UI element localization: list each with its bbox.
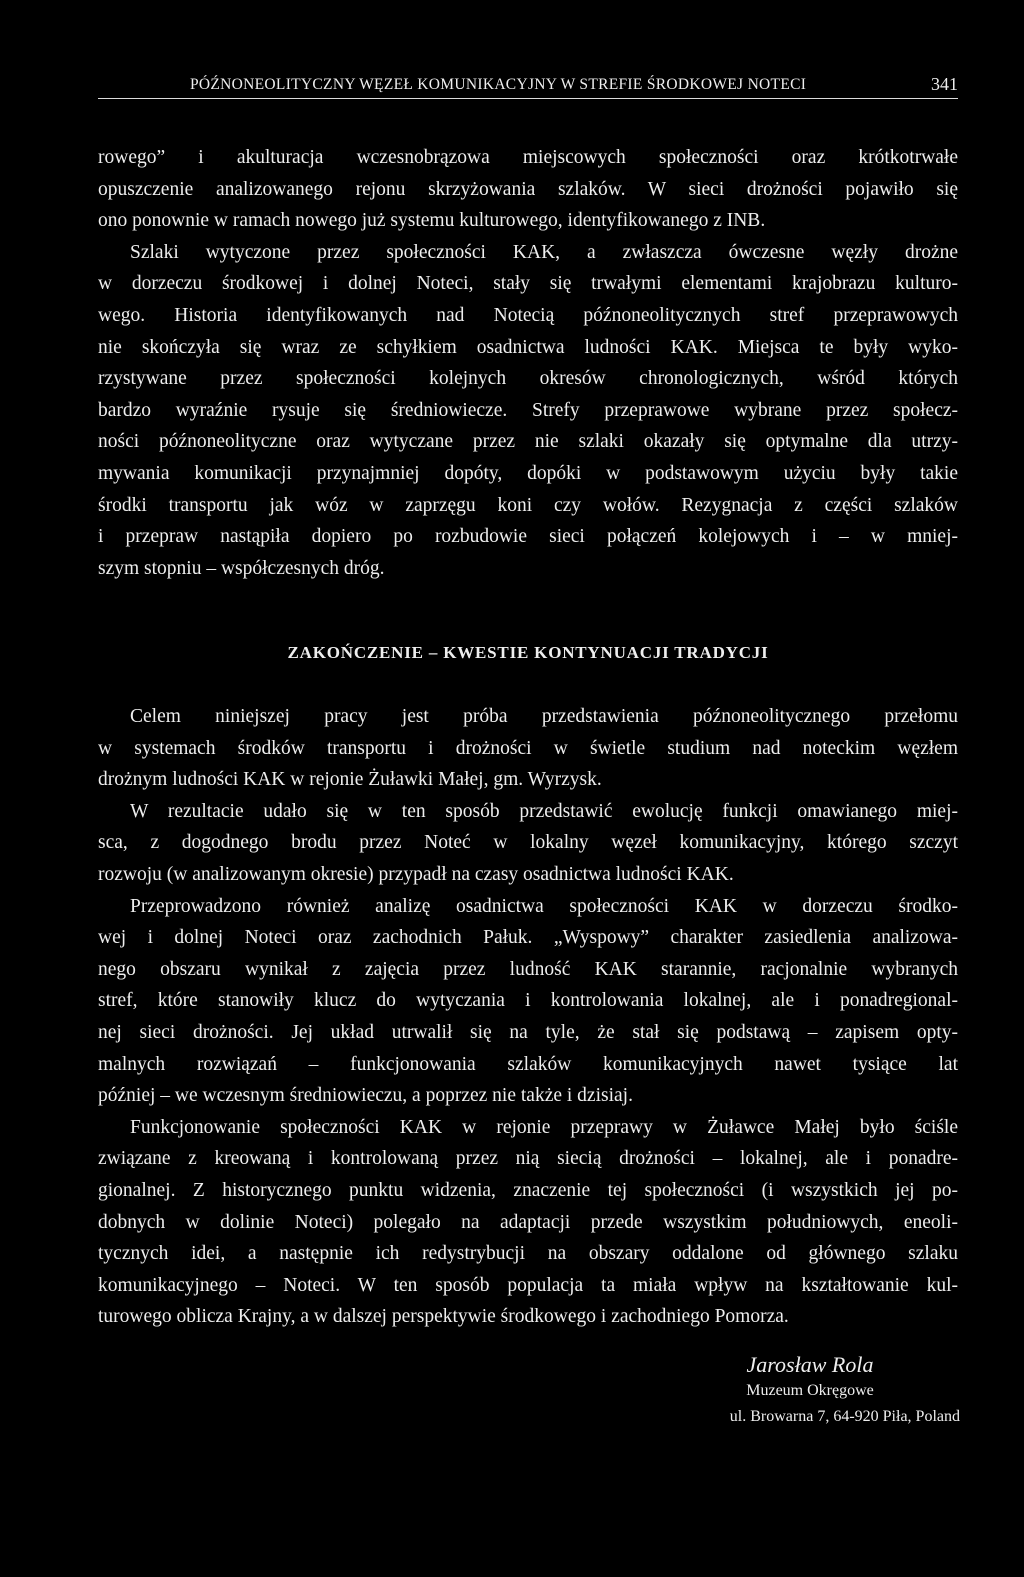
page-number: 341 [931, 74, 958, 94]
text-line: wej i dolnej Noteci oraz zachodnich Pałuk. „Wyspowy” charakter zasiedlenia analizowa- [98, 927, 958, 949]
text-line: sca, z dogodnego brodu przez Noteć w lokalny węzeł komunikacyjny, którego szczyt [98, 832, 958, 854]
text-line: wego. Historia identyfikowanych nad Notecią późnoneolitycznych stref przeprawowych [98, 304, 958, 326]
author-name: Jarosław Rola [746, 1352, 874, 1377]
text-line: związane z kreowaną i kontrolowaną przez nią siecią drożności – lokalnej, ale i ponadre- [98, 1148, 958, 1170]
text-line: Celem niniejszej pracy jest próba przedstawienia późnoneolitycznego przełomu [130, 706, 958, 727]
text-line: w systemach środków transportu i drożności w świetle studium nad noteckim węzłem [98, 737, 958, 759]
text-line: drożnym ludności KAK w rejonie Żuławki Małej, gm. Wyrzysk. [98, 769, 602, 791]
text-line: turowego oblicza Krajny, a w dalszej perspektywie środkowego i zachodniego Pomorza. [98, 1306, 789, 1328]
text-line: szym stopniu – współczesnych dróg. [98, 557, 385, 579]
author-signature [660, 1352, 960, 1426]
text-line: komunikacyjnego – Noteci. W ten sposób populacja ta miała wpływ na kształtowanie kul- [98, 1274, 958, 1296]
text-line: później – we wczesnym średniowieczu, a poprzez nie także i dzisiaj. [98, 1085, 633, 1107]
text-line: nej sieci drożności. Jej układ utrwalił się na tyle, że stał się podstawą – zapisem opty- [98, 1021, 958, 1043]
text-line: W rezultacie udało się w ten sposób przedstawić ewolucję funkcji omawianego miej- [130, 800, 958, 822]
text-line: tycznych idei, a następnie ich redystrybucji na obszary oddalone od głównego szlaku [98, 1243, 958, 1265]
text-line: Funkcjonowanie społeczności KAK w rejonie przeprawy w Żuławce Małej było ściśle [130, 1116, 958, 1138]
text-line: opuszczenie analizowanego rejonu skrzyżowania szlaków. W sieci drożności pojawiło się [98, 178, 958, 200]
text-line: i przepraw nastąpiła dopiero po rozbudowie sieci połączeń kolejowych i – w mniej- [98, 526, 958, 548]
text-line: gionalnej. Z historycznego punktu widzenia, znaczenie tej społeczności (i wszystkich jej po- [98, 1179, 958, 1201]
text-line: rzystywane przez społeczności kolejnych okresów chronologicznych, wśród których [98, 368, 958, 390]
conclusion-text [98, 701, 958, 1333]
section-heading: ZAKOŃCZENIE – KWESTIE KONTYNUACJI TRADYCJI [287, 643, 769, 662]
text-line: rowego” i akulturacja wczesnobrązowa miejscowych społeczności oraz krótkotrwałe [98, 147, 958, 168]
running-header [98, 70, 958, 99]
text-line: stref, które stanowiły klucz do wytyczania i kontrolowania lokalnej, ale i ponadregional- [98, 990, 958, 1012]
text-line: ono ponownie w ramach nowego już systemu kulturowego, identyfikowanego z INB. [98, 210, 766, 232]
text-line: nego obszaru wynikał z zajęcia przez ludność KAK starannie, racjonalnie wybranych [98, 958, 958, 980]
author-affiliation: Muzeum Okręgowe [746, 1382, 874, 1399]
text-line: w dorzeczu środkowej i dolnej Noteci, stały się trwałymi elementami krajobrazu kulturo- [98, 273, 958, 295]
text-line: Przeprowadzono również analizę osadnictwa społeczności KAK w dorzeczu środko- [130, 895, 958, 917]
text-line: bardzo wyraźnie rysuje się średniowiecze. Strefy przeprawowe wybrane przez społecz- [98, 399, 958, 421]
text-line: Szlaki wytyczone przez społeczności KAK, a zwłaszcza ówczesne węzły drożne [130, 241, 958, 263]
running-title: PÓŹNONEOLITYCZNY WĘZEŁ KOMUNIKACYJNY W STREFIE ŚRODKOWEJ NOTECI [190, 76, 807, 93]
text-line: środki transportu jak wóz w zaprzęgu koni czy wołów. Rezygnacja z części szlaków [98, 494, 958, 516]
text-line: dobnych w dolinie Noteci) polegało na adaptacji przede wszystkim południowych, eneoli- [98, 1211, 958, 1233]
text-line: ności późnoneolityczne oraz wytyczane przez nie szlaki okazały się optymalne dla utrzy- [98, 431, 958, 453]
author-address: ul. Browarna 7, 64-920 Piła, Poland [729, 1408, 960, 1425]
text-line: mywania komunikacji przynajmniej dopóty, dopóki w podstawowym użyciu były takie [98, 462, 958, 484]
text-line: nie skończyła się wraz ze schyłkiem osadnictwa ludności KAK. Miejsca te były wyko- [98, 336, 958, 358]
text-line: malnych rozwiązań – funkcjonowania szlaków komunikacyjnych nawet tysiące lat [98, 1053, 958, 1075]
paragraph-continued [98, 142, 958, 584]
text-line: rozwoju (w analizowanym okresie) przypadł na czasy osadnictwa ludności KAK. [98, 863, 734, 885]
